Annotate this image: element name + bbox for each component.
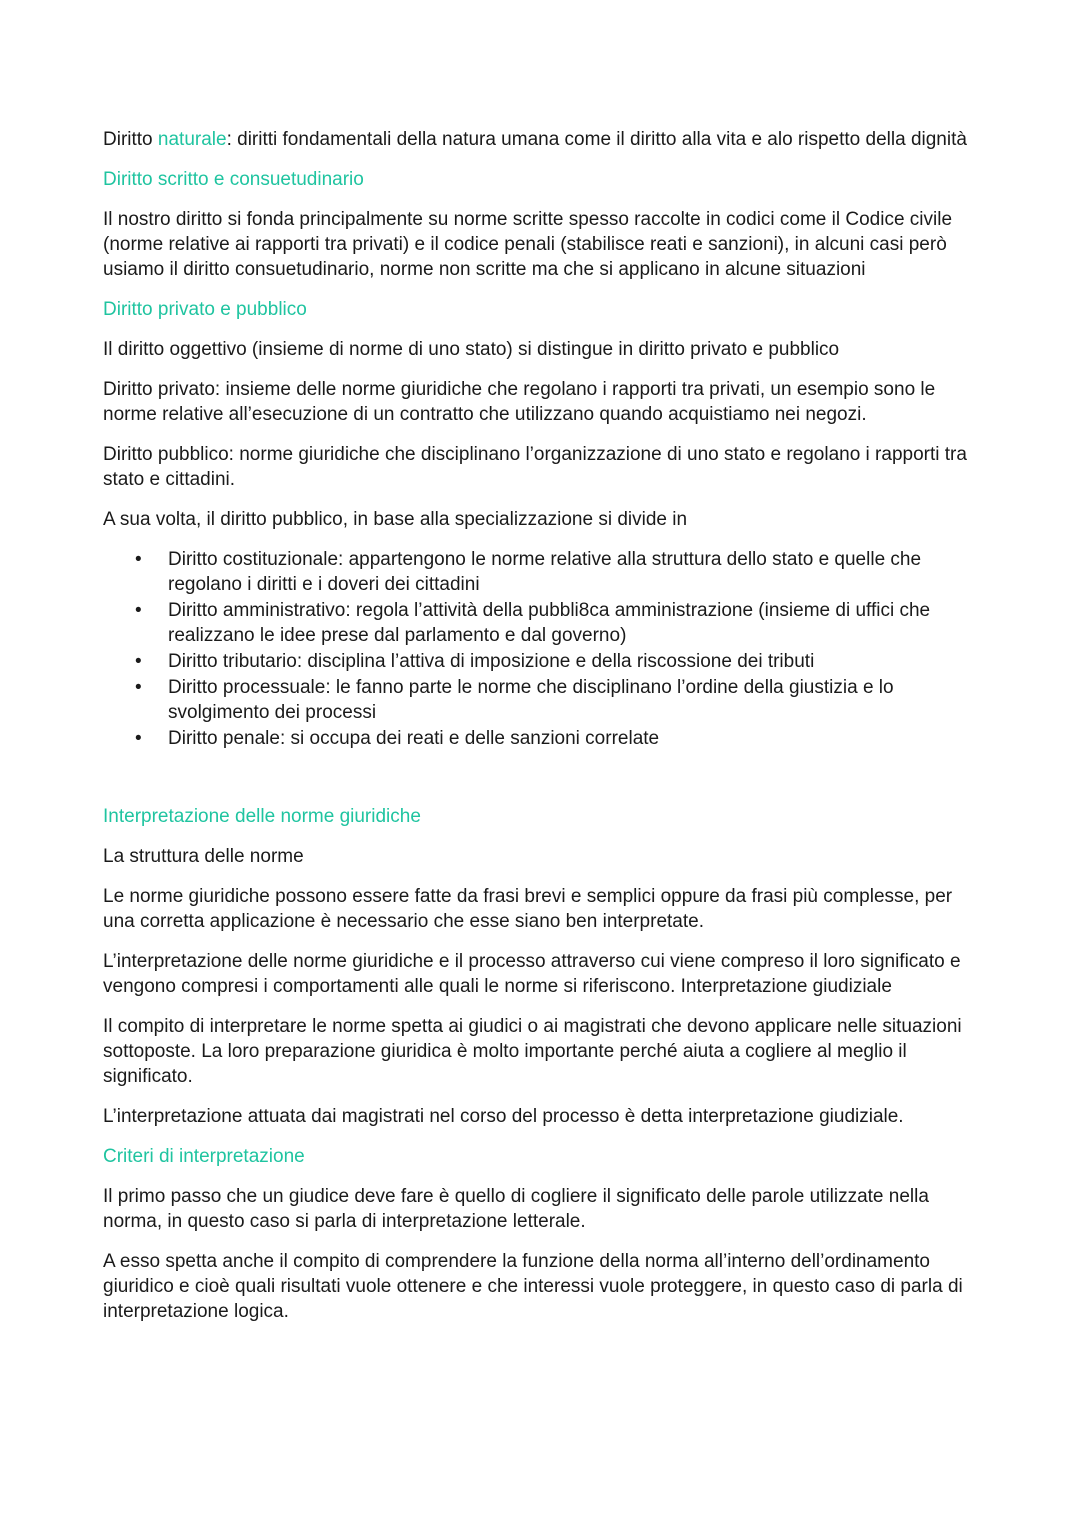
list-item-text: Diritto costituzionale: appartengono le norme relative alla struttura dello stato e quelle che regolano i diritti e i doveri dei cittadini bbox=[168, 549, 922, 595]
paragraph-struttura: La struttura delle norme bbox=[103, 846, 304, 867]
bullet-icon: • bbox=[135, 549, 142, 570]
section-heading-criteri: Criteri di interpretazione bbox=[103, 1146, 305, 1167]
list-item bbox=[135, 649, 980, 674]
paragraph-logica: A esso spetta anche il compito di comprendere la funzione della norma all’interno dell’ordinamento giuridico e cioè quali risultati vuole ottenere e che interessi vuole proteggere, in questo caso di parla di interpretazione logica. bbox=[103, 1251, 963, 1322]
spacer bbox=[103, 766, 980, 804]
list-item-text: Diritto tributario: disciplina l’attiva di imposizione e della riscossione dei tributi bbox=[168, 651, 815, 672]
bullet-icon: • bbox=[135, 728, 142, 749]
paragraph-pubblico: Diritto pubblico: norme giuridiche che disciplinano l’organizzazione di uno stato e regolano i rapporti tra stato e cittadini. bbox=[103, 444, 967, 490]
paragraph-processo: L’interpretazione delle norme giuridiche e il processo attraverso cui viene compreso il loro significato e vengono compresi i comportamenti alle quali le norme si riferiscono. Interpretazione giudiziale bbox=[103, 951, 961, 997]
list-item bbox=[135, 547, 980, 597]
intro-prefix: Diritto bbox=[103, 129, 158, 150]
bullet-icon: • bbox=[135, 677, 142, 698]
paragraph-specializzazione: A sua volta, il diritto pubblico, in base alla specializzazione si divide in bbox=[103, 509, 688, 530]
bullet-icon: • bbox=[135, 651, 142, 672]
paragraph-privato: Diritto privato: insieme delle norme giuridiche che regolano i rapporti tra privati, un esempio sono le norme relative all’esecuzione di un contratto che utilizzano quando acquistiamo nei negozi. bbox=[103, 379, 936, 425]
section-heading-privato-pubblico: Diritto privato e pubblico bbox=[103, 299, 307, 320]
paragraph-frasi: Le norme giuridiche possono essere fatte da frasi brevi e semplici oppure da frasi più complesse, per una corretta applicazione è necessario che esse siano ben interpretate. bbox=[103, 886, 953, 932]
section-heading-interpretazione: Interpretazione delle norme giuridiche bbox=[103, 806, 421, 827]
section-heading-scritto: Diritto scritto e consuetudinario bbox=[103, 169, 364, 190]
paragraph-scritto: Il nostro diritto si fonda principalmente su norme scritte spesso raccolte in codici come il Codice civile (norme relative ai rapporti tra privati) e il codice penali (stabilisce reati e sanzioni), in alcuni casi però usiamo il diritto consuetudinario, norme non scritte ma che si applicano in alcune situazioni bbox=[103, 209, 953, 280]
list-item-text: Diritto processuale: le fanno parte le norme che disciplinano l’ordine della giustizia e lo svolgimento dei processi bbox=[168, 677, 894, 723]
paragraph-oggettivo: Il diritto oggettivo (insieme di norme di uno stato) si distingue in diritto privato e pubblico bbox=[103, 339, 840, 360]
paragraph-compito: Il compito di interpretare le norme spetta ai giudici o ai magistrati che devono applicare nelle situazioni sottoposte. La loro preparazione giuridica è molto importante perché aiuta a cogliere al meglio il significato. bbox=[103, 1016, 962, 1087]
list-item bbox=[135, 598, 980, 648]
intro-paragraph bbox=[103, 127, 980, 152]
intro-accent-word: naturale bbox=[157, 129, 227, 150]
intro-rest: : diritti fondamentali della natura umana come il diritto alla vita e alo rispetto della dignità bbox=[226, 129, 967, 150]
list-item-text: Diritto amministrativo: regola l’attività della pubbli8ca amministrazione (insieme di uffici che realizzano le idee prese dal parlamento e dal governo) bbox=[168, 600, 931, 646]
paragraph-letterale: Il primo passo che un giudice deve fare è quello di cogliere il significato delle parole utilizzate nella norma, in questo caso si parla di interpretazione letterale. bbox=[103, 1186, 929, 1232]
list-item bbox=[135, 675, 980, 725]
bullet-icon: • bbox=[135, 600, 142, 621]
list-item-text: Diritto penale: si occupa dei reati e delle sanzioni correlate bbox=[168, 728, 660, 749]
bullet-list bbox=[103, 547, 980, 751]
paragraph-giudiziale: L’interpretazione attuata dai magistrati nel corso del processo è detta interpretazione giudiziale. bbox=[103, 1106, 904, 1127]
list-item bbox=[135, 726, 980, 751]
